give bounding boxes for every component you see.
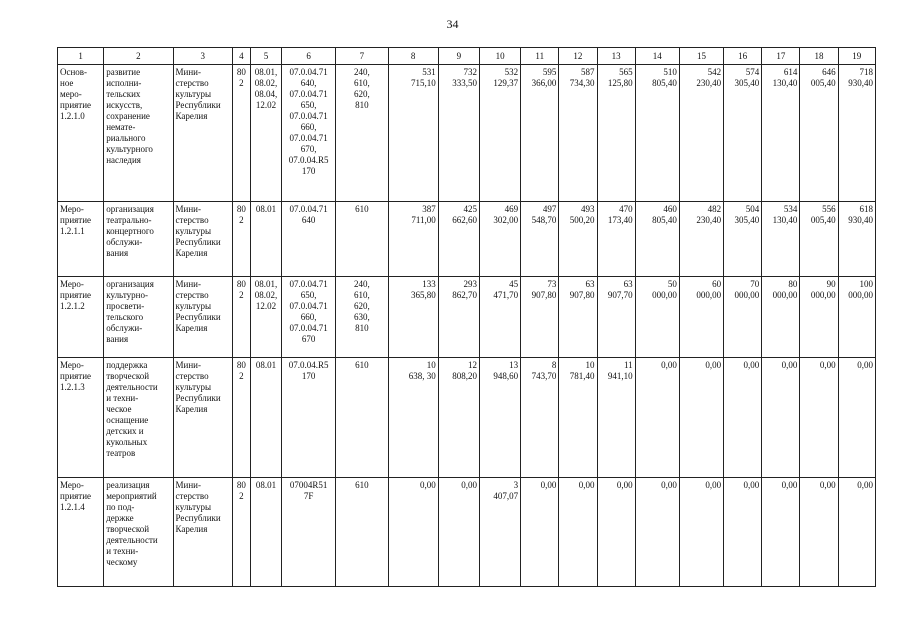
value-cell: 70 000,00	[724, 277, 762, 358]
value-cell: 60 000,00	[679, 277, 723, 358]
activity-name: Меро- приятие 1.2.1.1	[58, 202, 104, 277]
expense-code: 610	[336, 202, 388, 277]
value-cell: 80 000,00	[762, 277, 800, 358]
section-code: 08.01	[250, 358, 281, 478]
value-cell: 0,00	[800, 478, 838, 587]
expense-code: 610	[336, 358, 388, 478]
section-code: 08.01	[250, 202, 281, 277]
activity-description: поддержка творческой деятельности и техни- ческое оснащение детских и кукольных театров	[104, 358, 173, 478]
executor: Мини- стерство культуры Республики Карелия	[173, 358, 232, 478]
column-header: 1	[58, 48, 104, 65]
expense-code: 240, 610, 620, 630, 810	[336, 277, 388, 358]
value-cell: 0,00	[635, 478, 679, 587]
value-cell: 469 302,00	[479, 202, 520, 277]
value-cell: 732 333,50	[438, 65, 479, 202]
expense-code: 240, 610, 620, 810	[336, 65, 388, 202]
value-cell: 0,00	[597, 478, 635, 587]
section-code: 08.01	[250, 478, 281, 587]
value-cell: 556 005,40	[800, 202, 838, 277]
value-cell: 565 125,80	[597, 65, 635, 202]
value-cell: 0,00	[679, 358, 723, 478]
value-cell: 618 930,40	[838, 202, 875, 277]
executor: Мини- стерство культуры Республики Карелия	[173, 202, 232, 277]
column-header: 4	[232, 48, 250, 65]
value-cell: 0,00	[438, 478, 479, 587]
activity-name: Меро- приятие 1.2.1.2	[58, 277, 104, 358]
column-header: 14	[635, 48, 679, 65]
column-header: 10	[479, 48, 520, 65]
value-cell: 0,00	[800, 358, 838, 478]
column-header: 15	[679, 48, 723, 65]
column-header: 16	[724, 48, 762, 65]
target-code: 07.0.04.71 650, 07.0.04.71 660, 07.0.04.71 670	[282, 277, 336, 358]
value-cell: 0,00	[559, 478, 597, 587]
table-row	[58, 277, 876, 358]
value-cell: 8 743,70	[521, 358, 559, 478]
value-cell: 718 930,40	[838, 65, 875, 202]
value-cell: 587 734,30	[559, 65, 597, 202]
value-cell: 0,00	[521, 478, 559, 587]
value-cell: 100 000,00	[838, 277, 875, 358]
value-cell: 482 230,40	[679, 202, 723, 277]
column-header: 9	[438, 48, 479, 65]
grbs-code: 802	[232, 358, 250, 478]
column-header: 18	[800, 48, 838, 65]
value-cell: 425 662,60	[438, 202, 479, 277]
column-header: 12	[559, 48, 597, 65]
value-cell: 531 715,10	[388, 65, 438, 202]
column-header: 7	[336, 48, 388, 65]
expense-code: 610	[336, 478, 388, 587]
column-header: 8	[388, 48, 438, 65]
activity-description: организация культурно- просвети- тельского обслужи- вания	[104, 277, 173, 358]
column-header: 17	[762, 48, 800, 65]
value-cell: 387 711,00	[388, 202, 438, 277]
value-cell: 10 781,40	[559, 358, 597, 478]
value-cell: 45 471,70	[479, 277, 520, 358]
value-cell: 13 948,60	[479, 358, 520, 478]
grbs-code: 802	[232, 478, 250, 587]
column-header: 11	[521, 48, 559, 65]
section-code: 08.01, 08.02, 08.04, 12.02	[250, 65, 281, 202]
table-row	[58, 202, 876, 277]
value-cell: 50 000,00	[635, 277, 679, 358]
value-cell: 0,00	[838, 358, 875, 478]
target-code: 07.0.04.71 640, 07.0.04.71 650, 07.0.04.71 660, 07.0.04.71 670, 07.0.04.R5 170	[282, 65, 336, 202]
grbs-code: 802	[232, 202, 250, 277]
executor: Мини- стерство культуры Республики Карелия	[173, 478, 232, 587]
table-row	[58, 478, 876, 587]
header-row	[58, 48, 876, 65]
activity-description: реализация мероприятий по под- держке творческой деятельности и техни- ческому	[104, 478, 173, 587]
value-cell: 63 907,70	[597, 277, 635, 358]
column-header: 2	[104, 48, 173, 65]
executor: Мини- стерство культуры Республики Карелия	[173, 277, 232, 358]
table-row	[58, 65, 876, 202]
value-cell: 90 000,00	[800, 277, 838, 358]
budget-table	[57, 47, 876, 587]
column-header: 19	[838, 48, 875, 65]
value-cell: 510 805,40	[635, 65, 679, 202]
value-cell: 646 005,40	[800, 65, 838, 202]
value-cell: 0,00	[762, 358, 800, 478]
table-row	[58, 358, 876, 478]
activity-name: Меро- приятие 1.2.1.4	[58, 478, 104, 587]
value-cell: 504 305,40	[724, 202, 762, 277]
column-header: 6	[282, 48, 336, 65]
value-cell: 574 305,40	[724, 65, 762, 202]
value-cell: 595 366,00	[521, 65, 559, 202]
column-header: 3	[173, 48, 232, 65]
target-code: 07.0.04.R5 170	[282, 358, 336, 478]
value-cell: 497 548,70	[521, 202, 559, 277]
value-cell: 11 941,10	[597, 358, 635, 478]
grbs-code: 802	[232, 65, 250, 202]
page-number: 34	[446, 17, 459, 31]
value-cell: 63 907,80	[559, 277, 597, 358]
value-cell: 493 500,20	[559, 202, 597, 277]
value-cell: 0,00	[838, 478, 875, 587]
value-cell: 0,00	[724, 358, 762, 478]
value-cell: 73 907,80	[521, 277, 559, 358]
value-cell: 614 130,40	[762, 65, 800, 202]
activity-description: развитие исполни- тельских искусств, сохранение немате- риального культурного наследия	[104, 65, 173, 202]
value-cell: 542 230,40	[679, 65, 723, 202]
value-cell: 534 130,40	[762, 202, 800, 277]
value-cell: 0,00	[762, 478, 800, 587]
section-code: 08.01, 08.02, 12.02	[250, 277, 281, 358]
activity-name: Меро- приятие 1.2.1.3	[58, 358, 104, 478]
value-cell: 133 365,80	[388, 277, 438, 358]
value-cell: 12 808,20	[438, 358, 479, 478]
target-code: 07004R51 7F	[282, 478, 336, 587]
value-cell: 470 173,40	[597, 202, 635, 277]
activity-name: Основ- ное меро- приятие 1.2.1.0	[58, 65, 104, 202]
target-code: 07.0.04.71 640	[282, 202, 336, 277]
value-cell: 0,00	[679, 478, 723, 587]
value-cell: 0,00	[724, 478, 762, 587]
value-cell: 10 638, 30	[388, 358, 438, 478]
column-header: 5	[250, 48, 281, 65]
value-cell: 0,00	[388, 478, 438, 587]
grbs-code: 802	[232, 277, 250, 358]
activity-description: организация театрально- концертного обслужи- вания	[104, 202, 173, 277]
value-cell: 3 407,07	[479, 478, 520, 587]
value-cell: 0,00	[635, 358, 679, 478]
value-cell: 532 129,37	[479, 65, 520, 202]
value-cell: 460 805,40	[635, 202, 679, 277]
executor: Мини- стерство культуры Республики Карелия	[173, 65, 232, 202]
value-cell: 293 862,70	[438, 277, 479, 358]
column-header: 13	[597, 48, 635, 65]
